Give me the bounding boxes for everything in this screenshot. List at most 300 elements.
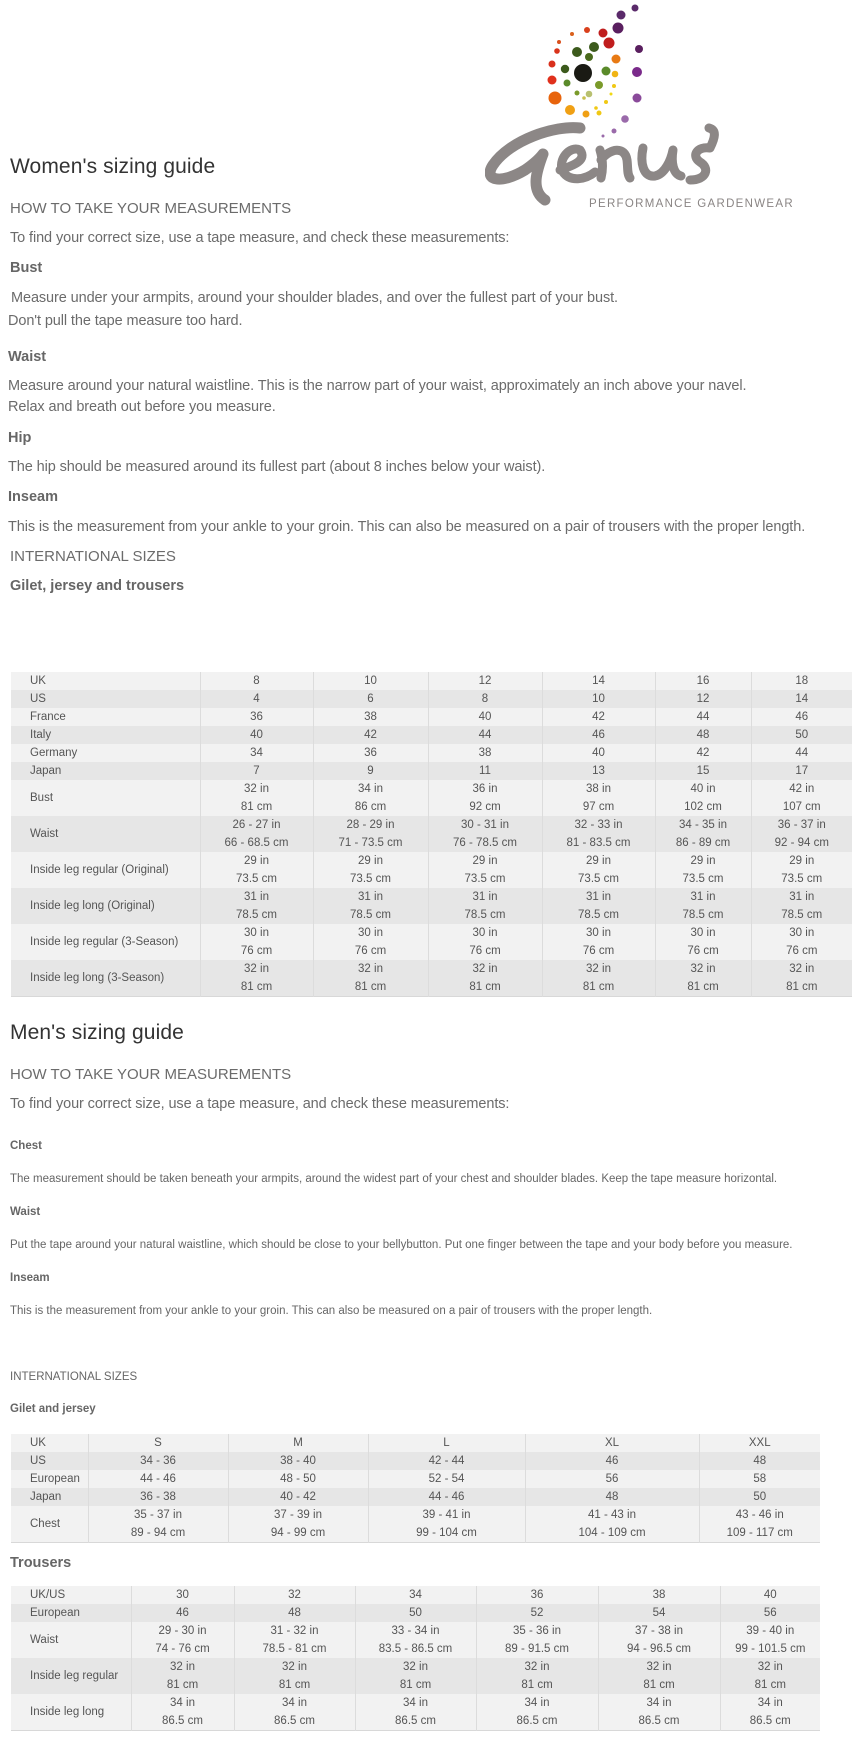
table-cell — [720, 1586, 820, 1604]
cell-value: 29 in — [586, 855, 611, 867]
cell-value: 32 in — [244, 963, 269, 975]
table-cell — [313, 744, 428, 762]
table-cell — [313, 726, 428, 744]
cell-value: 29 in — [789, 855, 815, 867]
table-row — [11, 1586, 820, 1604]
cell-value-metric: 78.5 cm — [464, 909, 506, 921]
cell-value-metric: 74 - 76 cm — [155, 1643, 210, 1655]
cell-value-metric: 81 cm — [521, 1679, 553, 1691]
logo-tagline: PERFORMANCE GARDENWEAR — [589, 198, 794, 210]
cell-value-metric: 104 - 109 cm — [578, 1527, 646, 1539]
cell-value: 4 — [253, 693, 260, 705]
cell-value: 12 — [696, 693, 710, 705]
cell-value-metric: 86.5 cm — [274, 1715, 315, 1727]
cell-value-metric: 86.5 cm — [638, 1715, 680, 1727]
cell-value: 48 - 50 — [280, 1473, 316, 1485]
cell-value: 34 — [409, 1589, 422, 1601]
cell-value: 6 — [367, 693, 374, 705]
table-cell — [655, 888, 751, 924]
men-title: Men's sizing guide — [10, 1021, 184, 1044]
table-cell — [428, 780, 542, 816]
table-cell — [428, 852, 542, 888]
cell-value: 32 - 33 in — [574, 819, 623, 831]
row-label: Waist — [11, 816, 200, 852]
table-cell — [428, 690, 542, 708]
table-cell — [542, 780, 655, 816]
table-row — [11, 672, 852, 690]
table-cell — [131, 1586, 234, 1604]
table-cell — [131, 1622, 234, 1658]
men-inseam-heading: Inseam — [10, 1272, 50, 1284]
women-inseam-line1: This is the measurement from your ankle to your groin. This can also be measured on a pair of trousers with the proper length. — [8, 519, 806, 535]
cell-value: 32 — [288, 1589, 301, 1601]
cell-value: 56 — [763, 1607, 777, 1619]
cell-value: 31 in — [586, 891, 611, 903]
cell-value-metric: 81 cm — [754, 1679, 786, 1691]
table-cell — [598, 1586, 720, 1604]
row-label: UK — [11, 1434, 88, 1452]
table-cell — [228, 1452, 368, 1470]
table-cell — [200, 960, 313, 997]
table-cell — [313, 852, 428, 888]
cell-value: 38 — [364, 711, 377, 723]
cell-value: 32 in — [789, 963, 815, 975]
women-hip-heading: Hip — [8, 430, 32, 446]
table-cell — [655, 924, 751, 960]
table-row — [11, 1452, 820, 1470]
cell-value: 32 in — [282, 1661, 307, 1673]
cell-value: 40 - 42 — [280, 1491, 316, 1503]
row-label: Germany — [11, 744, 200, 762]
cell-value: 34 in — [282, 1697, 307, 1709]
row-label: US — [11, 690, 200, 708]
cell-value-metric: 73.5 cm — [464, 873, 506, 885]
table-cell — [428, 708, 542, 726]
cell-value-metric: 107 cm — [782, 801, 821, 813]
table-cell — [368, 1506, 525, 1543]
cell-value: 50 — [409, 1607, 422, 1619]
cell-value: 32 in — [757, 1661, 783, 1673]
cell-value-metric: 86 - 89 cm — [675, 837, 731, 849]
cell-value-metric: 81 cm — [469, 981, 501, 993]
row-label: Inside leg long — [11, 1694, 131, 1731]
table-cell — [428, 960, 542, 997]
table-cell — [228, 1506, 368, 1543]
table-cell — [699, 1506, 820, 1543]
cell-value-metric: 97 cm — [582, 801, 615, 813]
cell-value: 41 - 43 in — [588, 1509, 636, 1521]
cell-value: 44 - 46 — [140, 1473, 176, 1485]
cell-value: 13 — [592, 765, 605, 777]
women-inseam-heading: Inseam — [8, 489, 58, 505]
cell-value: 36 — [364, 747, 377, 759]
cell-value: 31 in — [358, 891, 383, 903]
table-cell — [699, 1470, 820, 1488]
row-label: France — [11, 708, 200, 726]
cell-value: 10 — [592, 693, 605, 705]
table-cell — [525, 1488, 699, 1506]
table-cell — [476, 1586, 598, 1604]
table-cell — [234, 1586, 355, 1604]
table-cell — [428, 924, 542, 960]
table-cell — [598, 1694, 720, 1731]
table-row — [11, 762, 852, 780]
row-label: Japan — [11, 762, 200, 780]
cell-value: 29 in — [690, 855, 716, 867]
cell-value: 50 — [753, 1491, 767, 1503]
cell-value: 34 in — [757, 1697, 783, 1709]
table-cell — [476, 1604, 598, 1622]
row-label: Inside leg long (3-Season) — [11, 960, 200, 997]
table-cell — [525, 1470, 699, 1488]
table-cell — [751, 888, 852, 924]
row-label: UK — [11, 672, 200, 690]
cell-value-metric: 81 cm — [687, 981, 719, 993]
cell-value: 38 in — [586, 783, 611, 795]
table-cell — [598, 1658, 720, 1694]
cell-value: 39 - 41 in — [422, 1509, 471, 1521]
cell-value: 34 in — [170, 1697, 195, 1709]
table-cell — [428, 744, 542, 762]
table-cell — [655, 726, 751, 744]
cell-value: 48 — [753, 1455, 767, 1467]
table-cell — [313, 816, 428, 852]
cell-value: 34 - 35 in — [679, 819, 727, 831]
table-cell — [655, 852, 751, 888]
cell-value: 32 in — [170, 1661, 195, 1673]
women-hip-line1: The hip should be measured around its fullest part (about 8 inches below your waist). — [8, 459, 546, 475]
cell-value-metric: 83.5 - 86.5 cm — [378, 1643, 453, 1655]
cell-value: 34 in — [358, 783, 383, 795]
cell-value-metric: 73.5 cm — [350, 873, 391, 885]
table-cell — [428, 762, 542, 780]
table-cell — [542, 816, 655, 852]
table-cell — [313, 762, 428, 780]
row-label: Italy — [11, 726, 200, 744]
table-cell — [355, 1604, 476, 1622]
table-cell — [525, 1506, 699, 1543]
cell-value: 31 - 32 in — [270, 1625, 319, 1637]
cell-value: XL — [604, 1437, 620, 1449]
cell-value: 48 — [288, 1607, 301, 1619]
row-label: Inside leg regular — [11, 1658, 131, 1694]
table-cell — [655, 780, 751, 816]
cell-value: 30 - 31 in — [461, 819, 509, 831]
table-cell — [355, 1586, 476, 1604]
table-cell — [598, 1604, 720, 1622]
table-cell — [88, 1488, 228, 1506]
cell-value-metric: 81 cm — [786, 981, 818, 993]
cell-value-metric: 86.5 cm — [395, 1715, 436, 1727]
table-cell — [751, 744, 852, 762]
table-row — [11, 726, 852, 744]
table-cell — [542, 888, 655, 924]
table-cell — [368, 1434, 525, 1452]
cell-value-metric: 86.5 cm — [162, 1715, 203, 1727]
cell-value-metric: 76 cm — [469, 945, 501, 957]
men-intro: To find your correct size, use a tape measure, and check these measurements: — [10, 1096, 510, 1112]
cell-value: 30 in — [358, 927, 383, 939]
table-cell — [542, 852, 655, 888]
cell-value: 32 in — [586, 963, 611, 975]
table-cell — [313, 690, 428, 708]
cell-value: 46 — [176, 1607, 189, 1619]
women-international-sizes: INTERNATIONAL SIZES — [10, 548, 176, 565]
table-row — [11, 1506, 820, 1543]
row-label: Inside leg regular (3-Season) — [11, 924, 200, 960]
cell-value-metric: 76 cm — [582, 945, 615, 957]
cell-value: 44 — [478, 729, 492, 741]
cell-value: 17 — [795, 765, 809, 777]
dot-spiral-logo-icon — [485, 0, 805, 230]
men-inseam-line1: This is the measurement from your ankle to your groin. This can also be measured on a pair of trousers with the proper length. — [10, 1305, 653, 1317]
table-row — [11, 1622, 820, 1658]
table-row — [11, 708, 852, 726]
table-cell — [699, 1434, 820, 1452]
cell-value-metric: 81 cm — [166, 1679, 199, 1691]
table-cell — [751, 690, 852, 708]
cell-value-metric: 73.5 cm — [781, 873, 823, 885]
table-cell — [88, 1452, 228, 1470]
women-table-title: Gilet, jersey and trousers — [10, 578, 185, 594]
women-bust-line1: Measure under your armpits, around your shoulder blades, and over the fullest part of your bust. — [11, 290, 618, 306]
cell-value: 38 — [478, 747, 492, 759]
cell-value: 54 — [652, 1607, 666, 1619]
table-cell — [368, 1470, 525, 1488]
table-cell — [525, 1434, 699, 1452]
table-cell — [542, 708, 655, 726]
women-title: Women's sizing guide — [10, 155, 216, 178]
cell-value-metric: 81 cm — [643, 1679, 675, 1691]
row-label: Inside leg regular (Original) — [11, 852, 200, 888]
cell-value-metric: 73.5 cm — [578, 873, 619, 885]
cell-value-metric: 78.5 - 81 cm — [262, 1643, 327, 1655]
table-row — [11, 888, 852, 924]
table-cell — [200, 672, 313, 690]
cell-value: 42 - 44 — [428, 1455, 465, 1467]
cell-value: 35 - 36 in — [513, 1625, 561, 1637]
table-cell — [131, 1694, 234, 1731]
men-waist-heading: Waist — [10, 1206, 41, 1218]
cell-value: M — [293, 1437, 303, 1449]
cell-value: L — [443, 1437, 450, 1449]
cell-value: 42 — [696, 747, 710, 759]
cell-value: 30 in — [586, 927, 611, 939]
table-cell — [313, 672, 428, 690]
cell-value: 40 — [763, 1589, 777, 1601]
row-label: UK/US — [11, 1586, 131, 1604]
cell-value: 44 — [696, 711, 710, 723]
cell-value: 30 in — [244, 927, 269, 939]
cell-value: 34 in — [403, 1697, 428, 1709]
cell-value: XXL — [748, 1437, 771, 1449]
table-cell — [720, 1622, 820, 1658]
cell-value-metric: 86 cm — [354, 801, 387, 813]
men-waist-line1: Put the tape around your natural waistline, which should be close to your bellybutton. Put one finger between the tape and your body before you measure. — [10, 1239, 793, 1251]
table-cell — [355, 1622, 476, 1658]
table-row — [11, 744, 852, 762]
cell-value: 8 — [481, 693, 489, 705]
cell-value-metric: 66 - 68.5 cm — [224, 837, 289, 849]
row-label: European — [11, 1604, 131, 1622]
table-cell — [228, 1434, 368, 1452]
cell-value: 36 — [530, 1589, 544, 1601]
table-cell — [542, 744, 655, 762]
cell-value: 37 - 38 in — [635, 1625, 683, 1637]
table-cell — [200, 762, 313, 780]
cell-value-metric: 76 cm — [786, 945, 818, 957]
table-cell — [720, 1604, 820, 1622]
cell-value: 34 in — [646, 1697, 672, 1709]
table-cell — [131, 1604, 234, 1622]
men-chest-heading: Chest — [10, 1140, 42, 1152]
table-cell — [542, 672, 655, 690]
table-cell — [313, 960, 428, 997]
table-cell — [200, 726, 313, 744]
table-cell — [542, 762, 655, 780]
cell-value: 15 — [696, 765, 710, 777]
row-label: Japan — [11, 1488, 88, 1506]
table-cell — [200, 708, 313, 726]
cell-value: 38 — [652, 1589, 666, 1601]
cell-value: 44 — [795, 747, 809, 759]
table-cell — [655, 816, 751, 852]
women-intro: To find your correct size, use a tape measure, and check these measurements: — [10, 230, 510, 246]
cell-value-metric: 89 - 94 cm — [130, 1527, 186, 1539]
men-chest-line1: The measurement should be taken beneath your armpits, around the widest part of your chest and shoulder blades. Keep the tape measure horizontal. — [10, 1173, 778, 1185]
cell-value: 36 - 38 — [140, 1491, 176, 1503]
row-label: Waist — [11, 1622, 131, 1658]
table-cell — [234, 1658, 355, 1694]
cell-value: 52 — [530, 1607, 544, 1619]
table-cell — [542, 960, 655, 997]
table-row — [11, 780, 852, 816]
cell-value: 56 — [605, 1473, 619, 1485]
table-cell — [655, 672, 751, 690]
cell-value: 29 in — [472, 855, 498, 867]
table-cell — [88, 1434, 228, 1452]
table-row — [11, 924, 852, 960]
cell-value: 40 — [250, 729, 263, 741]
table-cell — [355, 1658, 476, 1694]
cell-value-metric: 102 cm — [684, 801, 722, 813]
cell-value-metric: 81 cm — [240, 981, 273, 993]
cell-value: 48 — [605, 1491, 619, 1503]
cell-value-metric: 78.5 cm — [781, 909, 823, 921]
cell-value: 7 — [253, 765, 260, 777]
cell-value: 40 — [478, 711, 492, 723]
table-cell — [655, 762, 751, 780]
cell-value-metric: 71 - 73.5 cm — [338, 837, 403, 849]
table-cell — [228, 1470, 368, 1488]
table-cell — [751, 762, 852, 780]
cell-value-metric: 73.5 cm — [682, 873, 724, 885]
cell-value: 43 - 46 in — [735, 1509, 784, 1521]
women-bust-heading: Bust — [10, 260, 43, 276]
cell-value: 18 — [795, 675, 809, 687]
table-cell — [720, 1694, 820, 1731]
cell-value: 46 — [795, 711, 809, 723]
table-row — [11, 1470, 820, 1488]
cell-value-metric: 99 - 101.5 cm — [735, 1643, 806, 1655]
cell-value: 26 - 27 in — [232, 819, 281, 831]
cell-value-metric: 94 - 99 cm — [270, 1527, 326, 1539]
cell-value: 32 in — [403, 1661, 428, 1673]
cell-value: 32 in — [690, 963, 716, 975]
cell-value: 32 in — [646, 1661, 672, 1673]
cell-value: 44 - 46 — [428, 1491, 465, 1503]
table-cell — [699, 1488, 820, 1506]
cell-value: 32 in — [472, 963, 498, 975]
table-row — [11, 960, 852, 997]
table-cell — [655, 960, 751, 997]
row-label: Inside leg long (Original) — [11, 888, 200, 924]
table-cell — [655, 708, 751, 726]
cell-value-metric: 78.5 cm — [682, 909, 724, 921]
table-row — [11, 1434, 820, 1452]
cell-value: 42 in — [789, 783, 815, 795]
table-cell — [200, 690, 313, 708]
cell-value-metric: 76 cm — [354, 945, 387, 957]
cell-value: 34 — [250, 747, 263, 759]
table-cell — [313, 708, 428, 726]
cell-value-metric: 81 cm — [240, 801, 273, 813]
men-how-to: HOW TO TAKE YOUR MEASUREMENTS — [10, 1066, 292, 1083]
men-trousers-title: Trousers — [10, 1555, 72, 1571]
men-jersey-size-table — [11, 1434, 820, 1543]
table-row — [11, 1488, 820, 1506]
cell-value: 32 in — [524, 1661, 550, 1673]
table-cell — [751, 726, 852, 744]
cell-value: 32 in — [358, 963, 383, 975]
cell-value-metric: 81 cm — [399, 1679, 432, 1691]
table-cell — [699, 1452, 820, 1470]
cell-value: 33 - 34 in — [391, 1625, 440, 1637]
table-cell — [313, 780, 428, 816]
row-label: US — [11, 1452, 88, 1470]
cell-value-metric: 78.5 cm — [578, 909, 619, 921]
cell-value: 37 - 39 in — [274, 1509, 322, 1521]
table-cell — [131, 1658, 234, 1694]
men-international-sizes: INTERNATIONAL SIZES — [10, 1371, 138, 1383]
cell-value-metric: 86.5 cm — [749, 1715, 791, 1727]
cell-value: 52 - 54 — [428, 1473, 465, 1485]
cell-value: 30 — [176, 1589, 189, 1601]
cell-value: 9 — [367, 765, 374, 777]
table-cell — [428, 672, 542, 690]
cell-value-metric: 76 cm — [240, 945, 273, 957]
cell-value: 14 — [592, 675, 605, 687]
table-cell — [476, 1622, 598, 1658]
table-cell — [542, 690, 655, 708]
table-cell — [200, 888, 313, 924]
table-cell — [355, 1694, 476, 1731]
table-row — [11, 852, 852, 888]
men-jersey-title: Gilet and jersey — [10, 1403, 96, 1415]
cell-value: S — [154, 1437, 162, 1449]
table-cell — [200, 816, 313, 852]
table-cell — [234, 1694, 355, 1731]
table-cell — [313, 924, 428, 960]
cell-value: 40 — [592, 747, 605, 759]
table-row — [11, 1658, 820, 1694]
cell-value: 31 in — [244, 891, 269, 903]
table-cell — [751, 708, 852, 726]
cell-value: 35 - 37 in — [134, 1509, 182, 1521]
cell-value-metric: 78.5 cm — [350, 909, 391, 921]
table-cell — [525, 1452, 699, 1470]
cell-value: 8 — [253, 675, 260, 687]
